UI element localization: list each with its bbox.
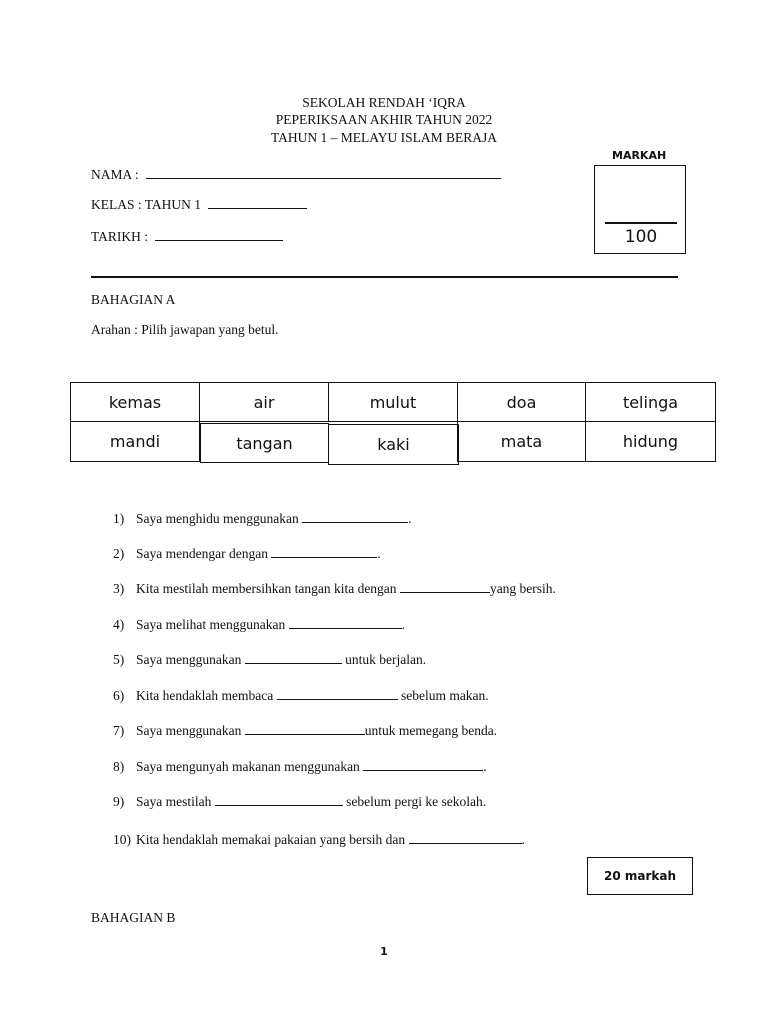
nama-field[interactable]	[91, 166, 501, 183]
word-bank-cell: doa	[457, 382, 586, 422]
section-a-score-box: 20 markah	[587, 857, 693, 895]
question-item	[113, 794, 486, 810]
answer-blank[interactable]	[277, 688, 398, 700]
question-text-before: Saya menghidu menggunakan	[136, 511, 303, 526]
kelas-line[interactable]	[208, 196, 307, 209]
question-text-before: Saya menggunakan	[136, 652, 245, 667]
page-number: 1	[380, 945, 388, 958]
question-number: 3)	[113, 581, 125, 596]
question-item	[113, 617, 405, 633]
word-bank-cell: telinga	[585, 382, 716, 422]
question-text-after: .	[521, 832, 525, 847]
question-item	[113, 546, 381, 562]
word-bank-cell: mulut	[328, 382, 458, 422]
markah-box	[594, 165, 686, 254]
question-text-before: Saya mengunyah makanan menggunakan	[136, 759, 364, 774]
nama-label: NAMA :	[91, 167, 139, 182]
question-text-before: Saya melihat menggunakan	[136, 617, 289, 632]
question-item	[113, 581, 556, 597]
question-item	[113, 759, 487, 775]
subject-title: TAHUN 1 – MELAYU ISLAM BERAJA	[270, 130, 498, 145]
question-text-after: untuk berjalan.	[341, 652, 427, 667]
answer-blank[interactable]	[245, 723, 365, 735]
nama-line[interactable]	[146, 166, 501, 179]
question-item	[113, 723, 497, 739]
answer-blank[interactable]	[271, 546, 377, 558]
answer-blank[interactable]	[302, 511, 408, 523]
markah-score-line	[605, 222, 677, 224]
answer-blank[interactable]	[409, 832, 522, 844]
question-number: 5)	[113, 652, 125, 667]
question-item	[113, 652, 426, 668]
answer-blank[interactable]	[245, 652, 342, 664]
question-text-before: Saya mestilah	[136, 794, 215, 809]
school-name: SEKOLAH RENDAH ‘IQRA	[302, 95, 466, 110]
question-text-after: yang bersih.	[489, 581, 556, 596]
answer-blank[interactable]	[289, 617, 402, 629]
question-number: 8)	[113, 759, 125, 774]
tarikh-field[interactable]	[91, 228, 283, 245]
word-bank-cell: mandi	[70, 421, 200, 462]
word-bank-cell: kaki	[328, 424, 459, 465]
word-bank-cell: mata	[457, 421, 586, 462]
question-text-after: sebelum makan.	[397, 688, 489, 703]
question-text-before: Saya menggunakan	[136, 723, 245, 738]
question-item	[113, 511, 411, 527]
question-number: 10)	[113, 832, 131, 847]
word-bank-cell: tangan	[200, 423, 329, 463]
answer-blank[interactable]	[363, 759, 483, 771]
exam-title: PEPERIKSAAN AKHIR TAHUN 2022	[275, 112, 493, 127]
answer-blank[interactable]	[400, 581, 490, 593]
word-bank-cell: air	[199, 382, 329, 422]
question-text-after: untuk memegang benda.	[364, 723, 498, 738]
answer-blank[interactable]	[215, 794, 343, 806]
question-text-before: Kita hendaklah membaca	[136, 688, 277, 703]
markah-label: MARKAH	[612, 149, 667, 162]
question-text-before: Kita hendaklah memakai pakaian yang bersih dan	[136, 832, 409, 847]
section-b-title: BAHAGIAN B	[91, 910, 176, 925]
question-number: 9)	[113, 794, 125, 809]
question-text-before: Saya mendengar dengan	[136, 546, 272, 561]
word-bank-cell: kemas	[70, 382, 200, 422]
markah-total: 100	[624, 227, 658, 247]
kelas-label: KELAS : TAHUN 1	[91, 197, 202, 212]
question-number: 4)	[113, 617, 125, 632]
question-text-after: .	[483, 759, 487, 774]
word-bank-cell: hidung	[585, 421, 716, 462]
question-number: 7)	[113, 723, 125, 738]
question-text-after: .	[377, 546, 381, 561]
question-item	[113, 688, 489, 704]
question-item	[113, 832, 525, 848]
tarikh-label: TARIKH :	[91, 229, 149, 244]
tarikh-line[interactable]	[155, 228, 283, 241]
question-text-after: .	[401, 617, 405, 632]
kelas-field[interactable]	[91, 196, 307, 213]
question-text-after: sebelum pergi ke sekolah.	[342, 794, 487, 809]
section-a-title: BAHAGIAN A	[91, 292, 176, 307]
question-number: 6)	[113, 688, 125, 703]
question-number: 1)	[113, 511, 125, 526]
question-number: 2)	[113, 546, 125, 561]
section-a-instruction: Arahan : Pilih jawapan yang betul.	[91, 322, 279, 337]
question-text-before: Kita mestilah membersihkan tangan kita dengan	[136, 581, 400, 596]
header-divider	[91, 276, 678, 278]
question-text-after: .	[408, 511, 412, 526]
